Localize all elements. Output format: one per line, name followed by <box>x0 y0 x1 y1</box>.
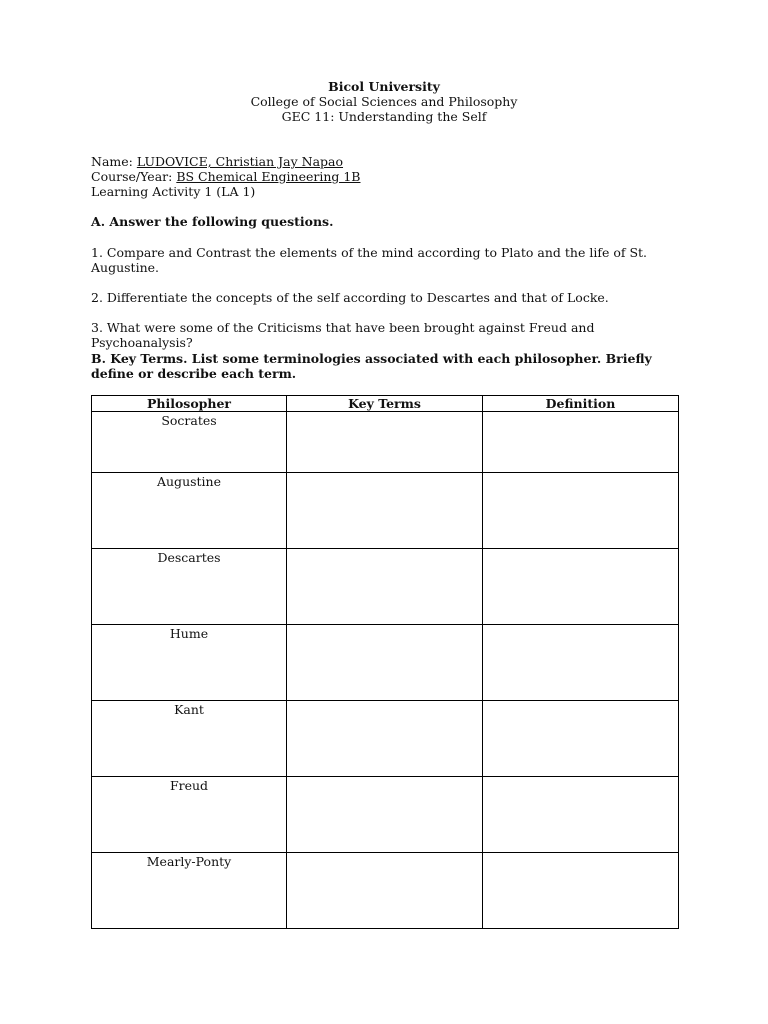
key-terms-cell[interactable] <box>287 701 483 777</box>
question-2: 2. Differentiate the concepts of the self according to Descartes and that of Locke. <box>91 290 609 305</box>
name-label: Name: <box>91 154 133 169</box>
definition-cell[interactable] <box>483 701 679 777</box>
section-b-title: B. Key Terms. List some terminologies associated with each philosopher. Briefly define or describe each term. <box>91 351 652 381</box>
table-row <box>92 853 679 929</box>
document-header <box>0 79 768 124</box>
philosopher-cell: Freud <box>92 777 287 853</box>
course-line <box>91 169 361 184</box>
activity-line: Learning Activity 1 (LA 1) <box>91 184 256 199</box>
question-1: 1. Compare and Contrast the elements of the mind according to Plato and the life of St. Augustine. <box>91 245 648 275</box>
header-definition: Definition <box>483 396 679 412</box>
key-terms-cell[interactable] <box>287 777 483 853</box>
name-value: LUDOVICE, Christian Jay Napao <box>136 154 344 169</box>
key-terms-cell[interactable] <box>287 625 483 701</box>
course-label: Course/Year: <box>91 169 173 184</box>
student-info <box>91 154 361 199</box>
definition-cell[interactable] <box>483 625 679 701</box>
question-3: 3. What were some of the Criticisms that have been brought against Freud and Psychoanalysis? <box>91 320 595 350</box>
philosopher-cell: Kant <box>92 701 287 777</box>
philosopher-cell: Augustine <box>92 473 287 549</box>
table-row <box>92 549 679 625</box>
header-key-terms: Key Terms <box>287 396 483 412</box>
key-terms-cell[interactable] <box>287 412 483 473</box>
table-row <box>92 625 679 701</box>
philosopher-cell: Descartes <box>92 549 287 625</box>
section-a-title: A. Answer the following questions. <box>91 214 334 229</box>
definition-cell[interactable] <box>483 412 679 473</box>
course-value: BS Chemical Engineering 1B <box>176 169 361 184</box>
college-name: College of Social Sciences and Philosophy <box>250 94 518 109</box>
key-terms-cell[interactable] <box>287 549 483 625</box>
key-terms-table <box>91 395 679 929</box>
definition-cell[interactable] <box>483 777 679 853</box>
table-row <box>92 701 679 777</box>
definition-cell[interactable] <box>483 473 679 549</box>
philosopher-cell: Socrates <box>92 412 287 473</box>
table-header-row <box>92 396 679 412</box>
key-terms-cell[interactable] <box>287 853 483 929</box>
key-terms-cell[interactable] <box>287 473 483 549</box>
table-row <box>92 473 679 549</box>
name-line <box>91 154 361 169</box>
course-code: GEC 11: Understanding the Self <box>281 109 487 124</box>
table-row <box>92 777 679 853</box>
university-name: Bicol University <box>328 79 440 94</box>
header-philosopher: Philosopher <box>92 396 287 412</box>
table-row <box>92 412 679 473</box>
definition-cell[interactable] <box>483 853 679 929</box>
definition-cell[interactable] <box>483 549 679 625</box>
philosopher-cell: Hume <box>92 625 287 701</box>
philosopher-cell: Mearly-Ponty <box>92 853 287 929</box>
